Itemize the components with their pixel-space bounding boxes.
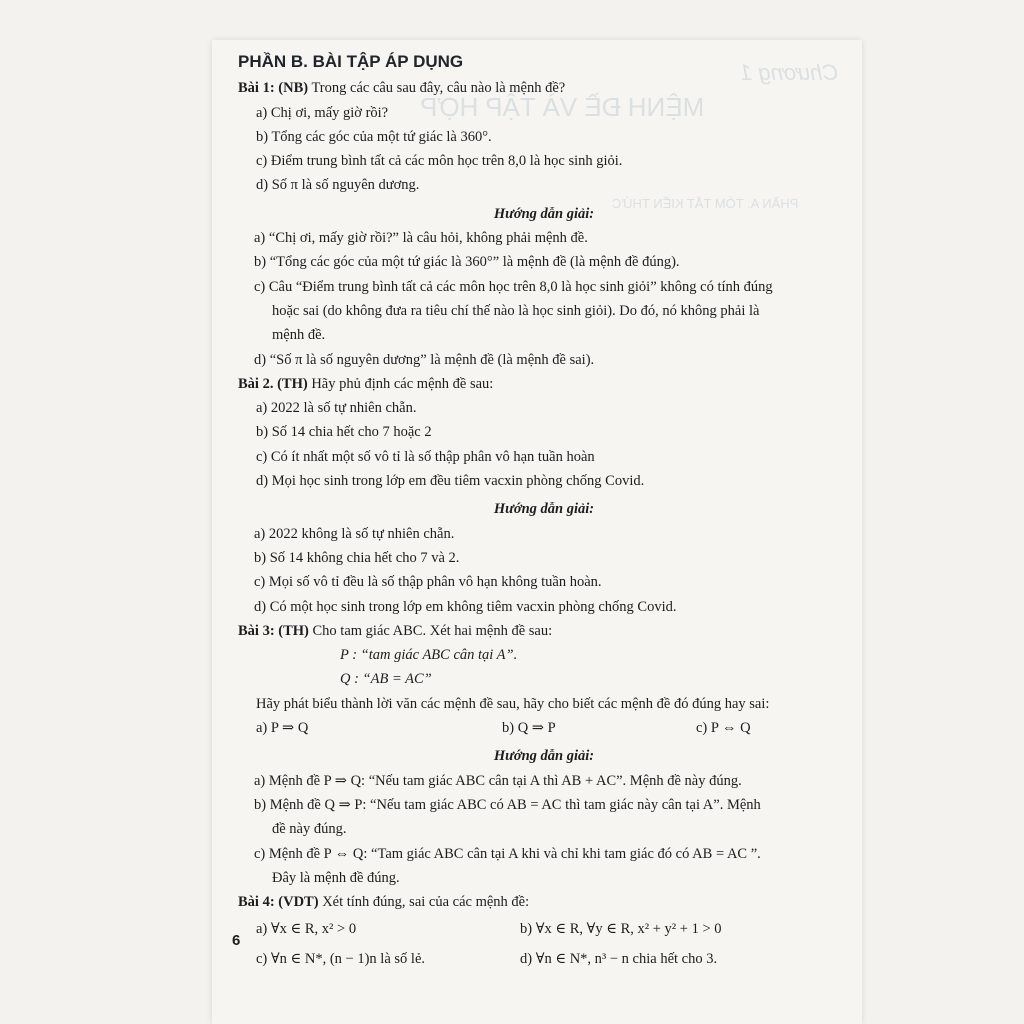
exercise-1-answer: c) Câu “Điểm trung bình tất cả các môn học trên 8,0 là học sinh giỏi” không có tính đúng: [254, 278, 773, 295]
exercise-2-title: Bài 2. (TH) Hãy phủ định các mệnh đề sau:: [238, 375, 494, 392]
exercise-1-answer: hoặc sai (do không đưa ra tiêu chí thế nào là học sinh giỏi). Do đó, nó không phải là: [272, 302, 760, 319]
exercise-4-option-b: b) ∀x ∈ R, ∀y ∈ R, x² + y² + 1 > 0: [520, 921, 722, 938]
bleed-through-decoration: PHẦN A. TÓM TẮT KIẾN THỨC: [612, 196, 799, 211]
exercise-2-answer: c) Mọi số vô tỉ đều là số thập phân vô hạn không tuần hoàn.: [254, 574, 602, 591]
exercise-1-item: b) Tổng các góc của một tứ giác là 360°.: [256, 128, 492, 145]
page-content: [238, 50, 850, 971]
exercise-2-item: d) Mọi học sinh trong lớp em đều tiêm vacxin phòng chống Covid.: [256, 473, 645, 490]
exercise-1-answer: b) “Tổng các góc của một tứ giác là 360°” là mệnh đề (là mệnh đề đúng).: [254, 254, 680, 271]
exercise-1-item: c) Điểm trung bình tất cả các môn học trên 8,0 là học sinh giỏi.: [256, 153, 623, 170]
bleed-through-decoration: MỆNH ĐỀ VÀ TẬP HỢP: [420, 92, 705, 122]
proposition-q: Q : “AB = AC”: [340, 671, 432, 688]
exercise-2-answer: d) Có một học sinh trong lớp em không tiêm vacxin phòng chống Covid.: [254, 598, 677, 615]
exercise-3-answer: a) Mệnh đề P ⇒ Q: “Nếu tam giác ABC cân tại A thì AB + AC”. Mệnh đề này đúng.: [254, 772, 742, 789]
page-number: 6: [232, 932, 241, 949]
exercise-1-item: d) Số π là số nguyên dương.: [256, 177, 420, 194]
exercise-4-option-d: d) ∀n ∈ N*, n³ − n chia hết cho 3.: [520, 950, 718, 967]
section-heading: PHẦN B. BÀI TẬP ÁP DỤNG: [238, 52, 464, 71]
exercise-2-answer: b) Số 14 không chia hết cho 7 và 2.: [254, 549, 460, 566]
exercise-4-row: [238, 947, 850, 971]
exercise-4-option-c: c) ∀n ∈ N*, (n − 1)n là số lẻ.: [256, 950, 426, 967]
exercise-1-answer: d) “Số π là số nguyên dương” là mệnh đề (là mệnh đề sai).: [254, 351, 595, 368]
option-c: c) P ⇔ Q: [696, 720, 751, 737]
guide-label: Hướng dẫn giải:: [493, 748, 595, 765]
option-a: a) P ⇒ Q: [256, 720, 309, 737]
exercise-1-item: a) Chị ơi, mấy giờ rồi?: [256, 104, 389, 121]
exercise-4-option-a: a) ∀x ∈ R, x² > 0: [256, 921, 357, 938]
guide-label: Hướng dẫn giải:: [493, 501, 595, 518]
exercise-2-item: a) 2022 là số tự nhiên chẵn.: [256, 400, 417, 417]
proposition-p: P : “tam giác ABC cân tại A”.: [340, 647, 518, 664]
exercise-3-answer: đề này đúng.: [272, 821, 347, 838]
exercise-3-options: [238, 716, 850, 740]
exercise-3-answer: Đây là mệnh đề đúng.: [272, 869, 400, 886]
option-b: b) Q ⇒ P: [502, 720, 556, 737]
exercise-2-answer: a) 2022 không là số tự nhiên chẵn.: [254, 525, 455, 542]
exercise-3-answer: c) Mệnh đề P ⇔ Q: “Tam giác ABC cân tại A khi và chỉ khi tam giác đó có AB = AC ”.: [254, 845, 761, 862]
guide-label: Hướng dẫn giải:: [493, 205, 595, 222]
exercise-1-answer: mệnh đề.: [272, 327, 326, 344]
exercise-2-item: c) Có ít nhất một số vô tỉ là số thập phân vô hạn tuần hoàn: [256, 448, 595, 465]
exercise-3-answer: b) Mệnh đề Q ⇒ P: “Nếu tam giác ABC có AB = AC thì tam giác này cân tại A”. Mệnh: [254, 796, 761, 813]
bleed-through-decoration: Chương 1: [740, 60, 839, 85]
exercise-1-title: Bài 1: (NB) Trong các câu sau đây, câu nào là mệnh đề?: [238, 80, 566, 97]
exercise-4-title: Bài 4: (VDT) Xét tính đúng, sai của các mệnh đề:: [238, 894, 530, 911]
exercise-2-item: b) Số 14 chia hết cho 7 hoặc 2: [256, 424, 432, 441]
exercise-3-prompt: Hãy phát biểu thành lời văn các mệnh đề sau, hãy cho biết các mệnh đề đó đúng hay sai:: [256, 695, 770, 712]
exercise-3-title: Bài 3: (TH) Cho tam giác ABC. Xét hai mệnh đề sau:: [238, 622, 553, 639]
exercise-1-answer: a) “Chị ơi, mấy giờ rồi?” là câu hỏi, không phải mệnh đề.: [254, 230, 588, 247]
exercise-4-row: [238, 917, 850, 941]
